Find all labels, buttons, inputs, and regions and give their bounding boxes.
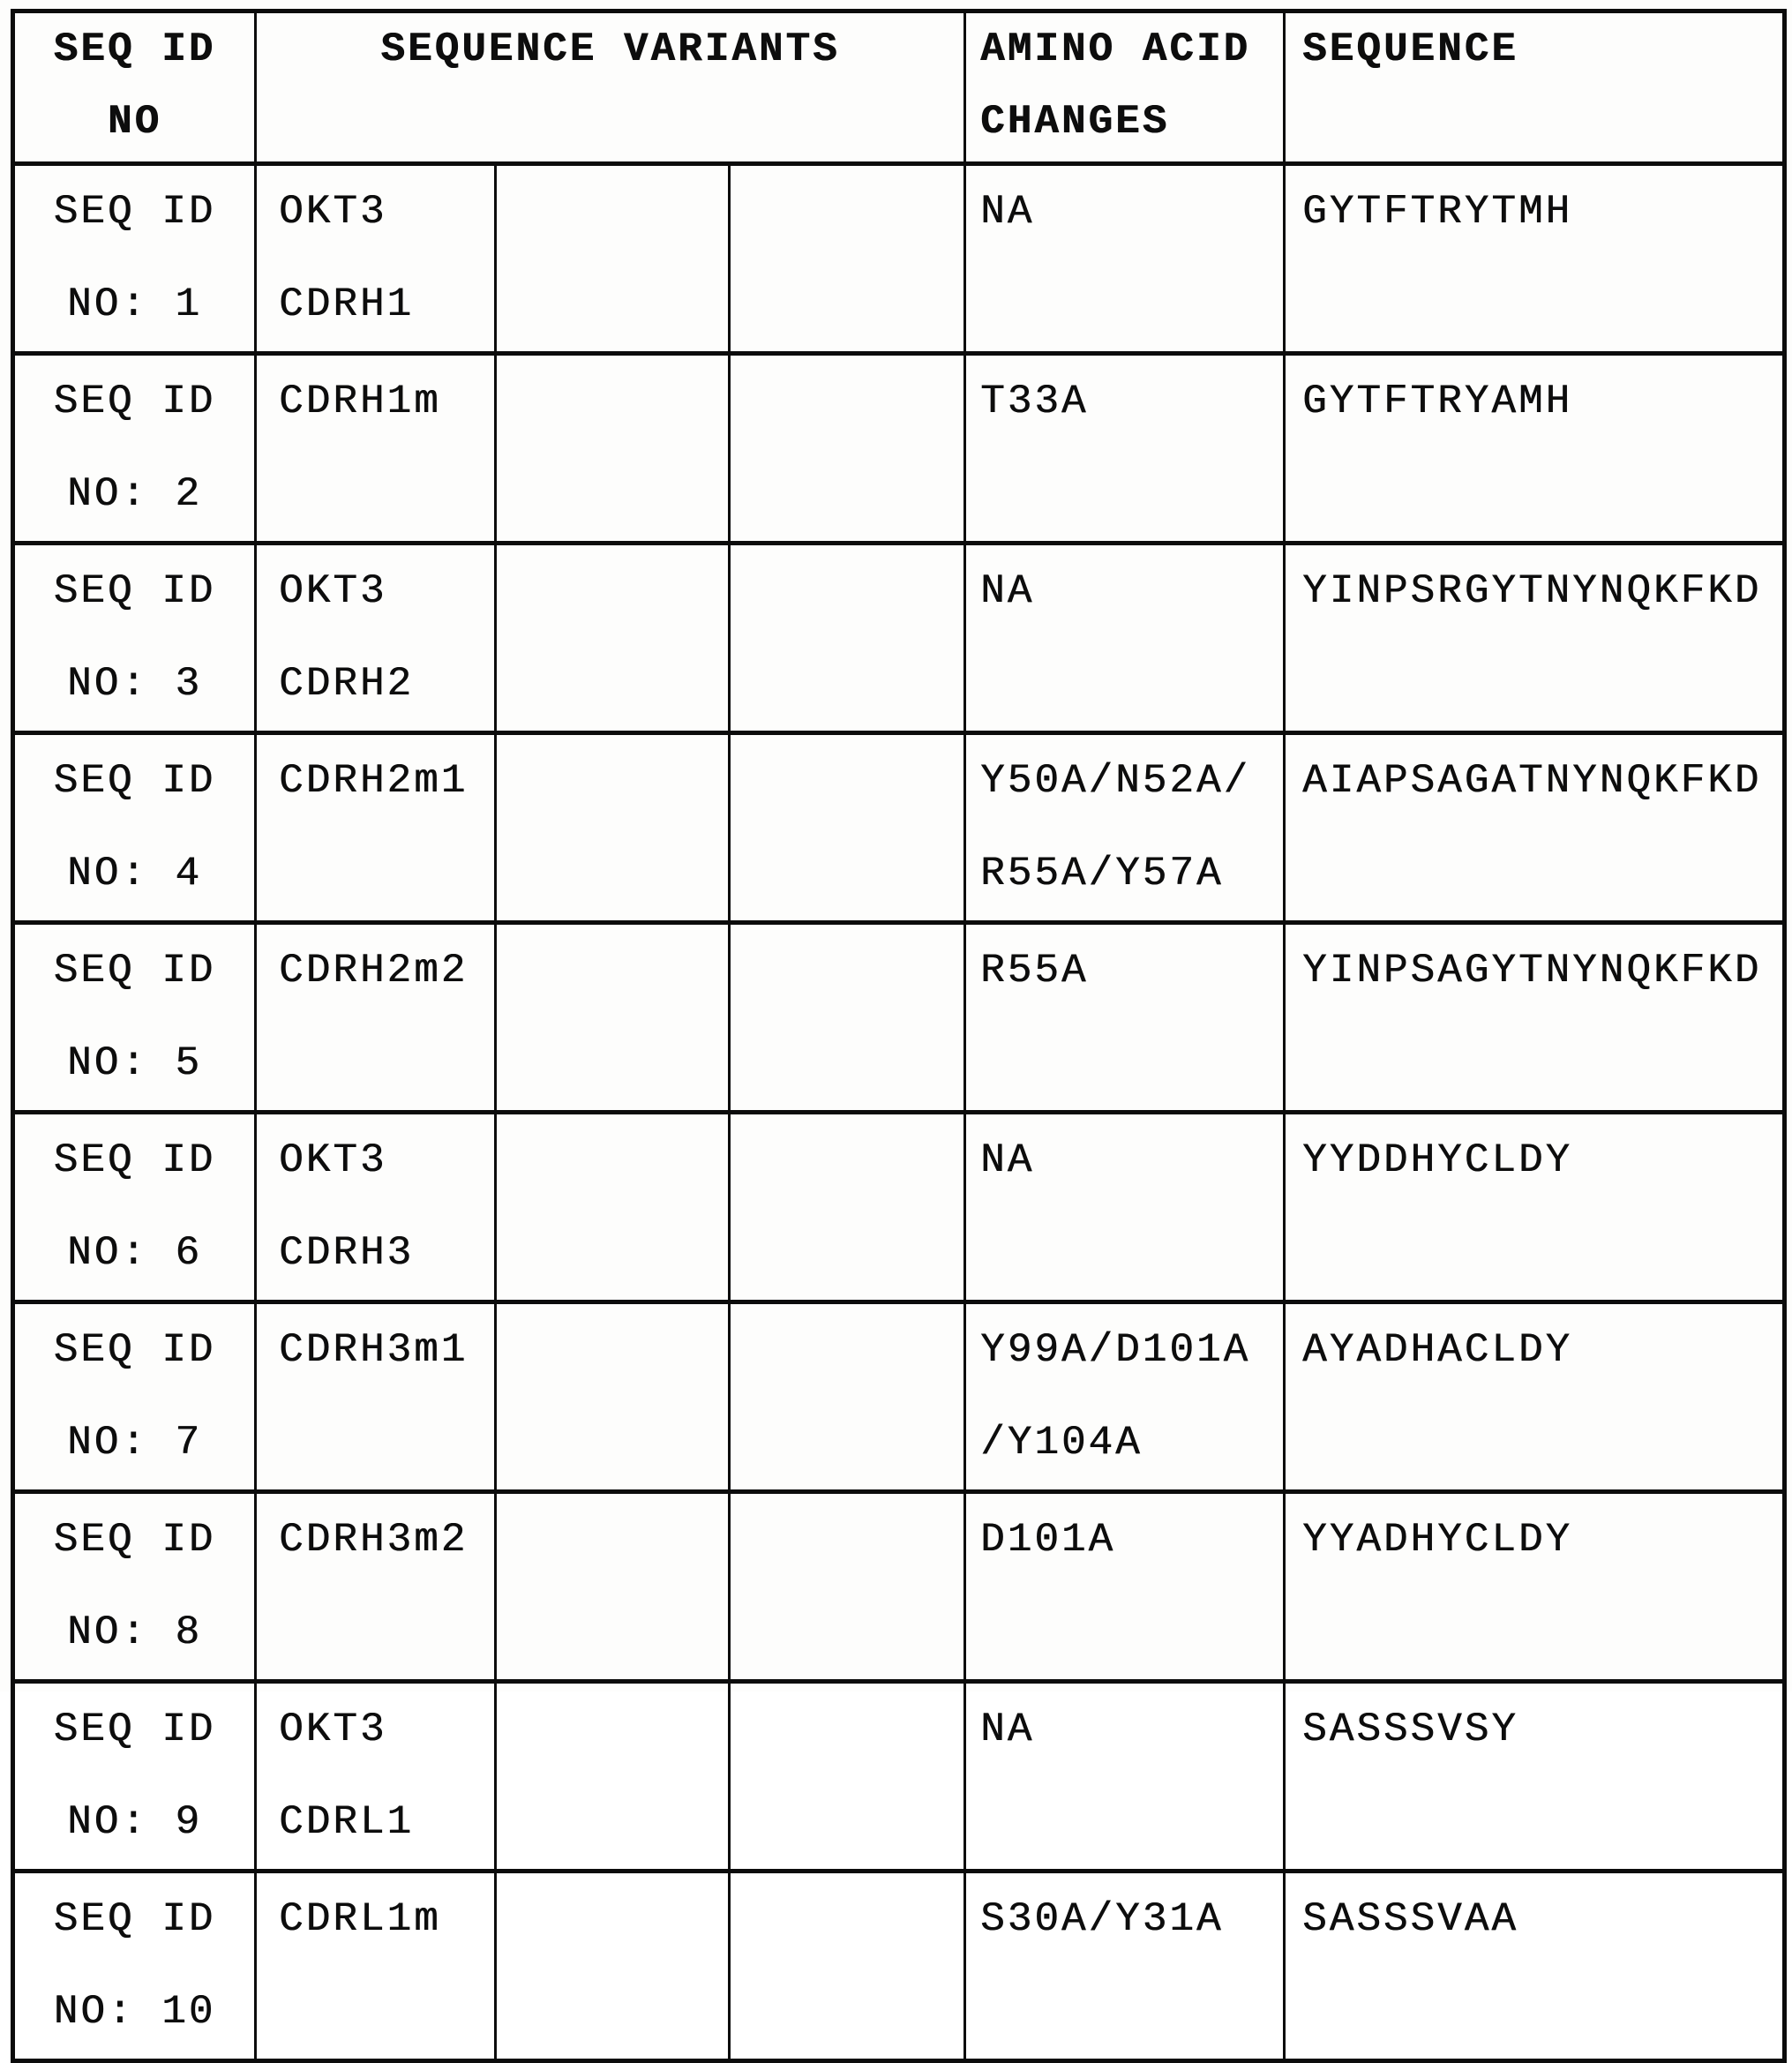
variant-empty-cell-2 (730, 354, 965, 544)
amino-acid-changes-cell: NA (965, 1113, 1285, 1302)
seq-id-cell: SEQ ID NO: 10 (13, 1872, 256, 2061)
seq-id-cell: SEQ ID NO: 2 (13, 354, 256, 544)
table-row (13, 1492, 1785, 1682)
header-seq-id-no (13, 11, 256, 164)
variant-empty-cell-1 (496, 1302, 730, 1492)
header-changes-line1: AMINO ACID (980, 26, 1251, 72)
variant-empty-cell-1 (496, 1113, 730, 1302)
table-row (13, 544, 1785, 733)
amino-acid-changes-cell: S30A/Y31A (965, 1872, 1285, 2061)
table-row (13, 1682, 1785, 1872)
amino-acid-changes-cell: R55A (965, 923, 1285, 1113)
table-row (13, 1113, 1785, 1302)
amino-acid-changes-cell: Y99A/D101A /Y104A (965, 1302, 1285, 1492)
seq-id-cell: SEQ ID NO: 9 (13, 1682, 256, 1872)
variant-empty-cell-2 (730, 1872, 965, 2061)
header-seq-id-line1: SEQ ID (53, 26, 216, 72)
seq-id-cell: SEQ ID NO: 1 (13, 164, 256, 354)
seq-id-cell: SEQ ID NO: 7 (13, 1302, 256, 1492)
variant-empty-cell-2 (730, 1302, 965, 1492)
sequence-cell: YINPSAGYTNYNQKFKD (1285, 923, 1785, 1113)
variant-name-cell: CDRH1m (256, 354, 496, 544)
seq-id-cell: SEQ ID NO: 6 (13, 1113, 256, 1302)
variant-empty-cell-2 (730, 164, 965, 354)
sequence-cell: YINPSRGYTNYNQKFKD (1285, 544, 1785, 733)
table-row (13, 733, 1785, 923)
variant-empty-cell-2 (730, 923, 965, 1113)
variant-empty-cell-1 (496, 1872, 730, 2061)
variant-name-cell: OKT3 CDRH3 (256, 1113, 496, 1302)
variant-empty-cell-1 (496, 164, 730, 354)
sequence-cell: GYTFTRYAMH (1285, 354, 1785, 544)
header-amino-acid-changes (965, 11, 1285, 164)
amino-acid-changes-cell: NA (965, 164, 1285, 354)
sequence-cell: SASSSVSY (1285, 1682, 1785, 1872)
variant-empty-cell-2 (730, 733, 965, 923)
sequence-cell: GYTFTRYTMH (1285, 164, 1785, 354)
variant-empty-cell-1 (496, 354, 730, 544)
table-row (13, 1302, 1785, 1492)
sequence-cell: AIAPSAGATNYNQKFKD (1285, 733, 1785, 923)
variant-empty-cell-2 (730, 544, 965, 733)
sequence-variants-table (11, 9, 1787, 2063)
seq-id-cell: SEQ ID NO: 5 (13, 923, 256, 1113)
seq-id-cell: SEQ ID NO: 4 (13, 733, 256, 923)
variant-empty-cell-1 (496, 923, 730, 1113)
variant-name-cell: OKT3 CDRH1 (256, 164, 496, 354)
seq-id-cell: SEQ ID NO: 3 (13, 544, 256, 733)
amino-acid-changes-cell: Y50A/N52A/ R55A/Y57A (965, 733, 1285, 923)
sequence-cell: YYADHYCLDY (1285, 1492, 1785, 1682)
sequence-cell: AYADHACLDY (1285, 1302, 1785, 1492)
variant-empty-cell-1 (496, 1682, 730, 1872)
table-row (13, 923, 1785, 1113)
variant-name-cell: CDRH3m1 (256, 1302, 496, 1492)
table-row (13, 164, 1785, 354)
sequence-cell: SASSSVAA (1285, 1872, 1785, 2061)
seq-id-cell: SEQ ID NO: 8 (13, 1492, 256, 1682)
variant-name-cell: OKT3 CDRL1 (256, 1682, 496, 1872)
header-row (13, 11, 1785, 164)
header-changes-line2: CHANGES (980, 99, 1170, 145)
table-row (13, 1872, 1785, 2061)
header-seq-id-line2: NO (107, 99, 162, 145)
table-row (13, 354, 1785, 544)
variant-empty-cell-2 (730, 1113, 965, 1302)
amino-acid-changes-cell: D101A (965, 1492, 1285, 1682)
variant-name-cell: CDRL1m (256, 1872, 496, 2061)
amino-acid-changes-cell: NA (965, 544, 1285, 733)
variant-name-cell: CDRH3m2 (256, 1492, 496, 1682)
variant-name-cell: CDRH2m1 (256, 733, 496, 923)
variant-name-cell: OKT3 CDRH2 (256, 544, 496, 733)
header-sequence-variants: SEQUENCE VARIANTS (256, 11, 965, 164)
amino-acid-changes-cell: NA (965, 1682, 1285, 1872)
variant-empty-cell-2 (730, 1682, 965, 1872)
variant-empty-cell-2 (730, 1492, 965, 1682)
amino-acid-changes-cell: T33A (965, 354, 1285, 544)
header-sequence: SEQUENCE (1285, 11, 1785, 164)
variant-empty-cell-1 (496, 544, 730, 733)
variant-name-cell: CDRH2m2 (256, 923, 496, 1113)
variant-empty-cell-1 (496, 733, 730, 923)
variant-empty-cell-1 (496, 1492, 730, 1682)
sequence-cell: YYDDHYCLDY (1285, 1113, 1785, 1302)
